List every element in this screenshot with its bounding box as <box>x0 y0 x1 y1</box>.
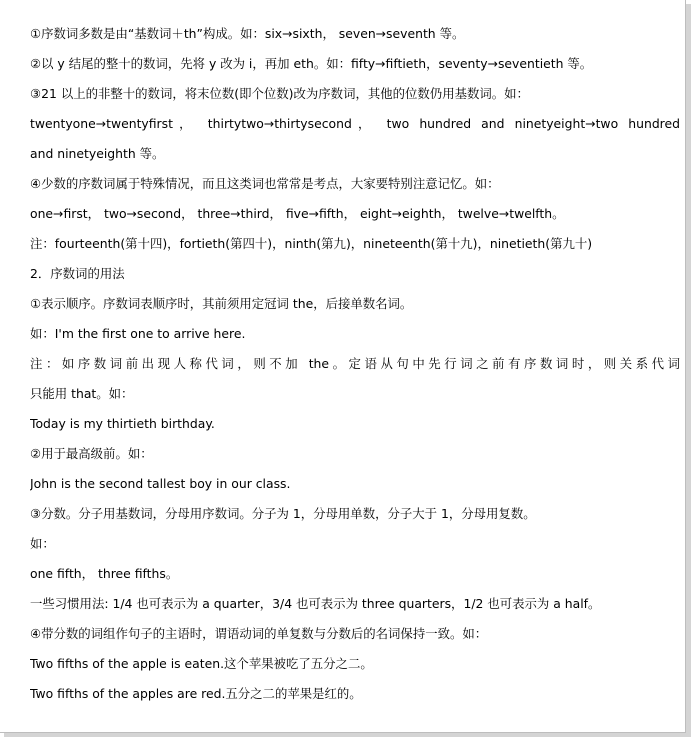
text-line: 注：fourteenth(第十四)，fortieth(第四十)，ninth(第九)，nineteenth(第十九)，ninetieth(第九十) <box>30 236 593 251</box>
section-heading: 2．序数词的用法 <box>30 266 125 281</box>
text-line: 注：如序数词前出现人称代词，则不加 the。定语从句中先行词之前有序数词时，则关系代词 <box>30 356 680 371</box>
text-line: ④带分数的词组作句子的主语时，谓语动词的单复数与分数后的名词保持一致。如： <box>30 626 488 641</box>
text-line: ④少数的序数词属于特殊情况，而且这类词也常常是考点，大家要特别注意记忆。如： <box>30 176 500 191</box>
text-line: and ninetyeighth 等。 <box>30 146 165 161</box>
text-line: one→first， two→second， three→third， five→fifth， eight→eighth， twelve→twelfth。 <box>30 206 565 221</box>
text-line: 只能用 that。如： <box>30 386 134 401</box>
text-line: 如：I'm the first one to arrive here. <box>30 326 246 341</box>
text-line: Two fifths of the apples are red.五分之二的苹果是红的。 <box>30 686 362 701</box>
page-shadow-bottom <box>4 733 691 737</box>
text-line: 如： <box>30 536 55 551</box>
text-line: ②以 y 结尾的整十的数词，先将 y 改为 i，再加 eth。如：fifty→fiftieth，seventy→seventieth 等。 <box>30 56 593 71</box>
document-body <box>30 19 680 709</box>
text-line: ②用于最高级前。如： <box>30 446 153 461</box>
text-line: ①序数词多数是由“基数词＋th”构成。如：six→sixth， seven→seventh 等。 <box>30 26 465 41</box>
text-line: ③分数。分子用基数词，分母用序数词。分子为 1，分母用单数，分子大于 1，分母用复数。 <box>30 506 536 521</box>
text-line: twentyone→twentyfirst， thirtytwo→thirtysecond， two hundred and ninetyeight→two hundred <box>30 116 680 131</box>
page-shadow-right <box>686 4 691 737</box>
text-line: Two fifths of the apple is eaten.这个苹果被吃了五分之二。 <box>30 656 373 671</box>
text-line: one fifth， three fifths。 <box>30 566 179 581</box>
text-line: ①表示顺序。序数词表顺序时，其前须用定冠词 the，后接单数名词。 <box>30 296 413 311</box>
text-line: John is the second tallest boy in our class. <box>30 476 291 491</box>
text-line: Today is my thirtieth birthday. <box>30 416 215 431</box>
text-line: 一些习惯用法: 1/4 也可表示为 a quarter，3/4 也可表示为 three quarters，1/2 也可表示为 a half。 <box>30 596 601 611</box>
text-line: ③21 以上的非整十的数词，将末位数(即个位数)改为序数词，其他的位数仍用基数词。如： <box>30 86 529 101</box>
